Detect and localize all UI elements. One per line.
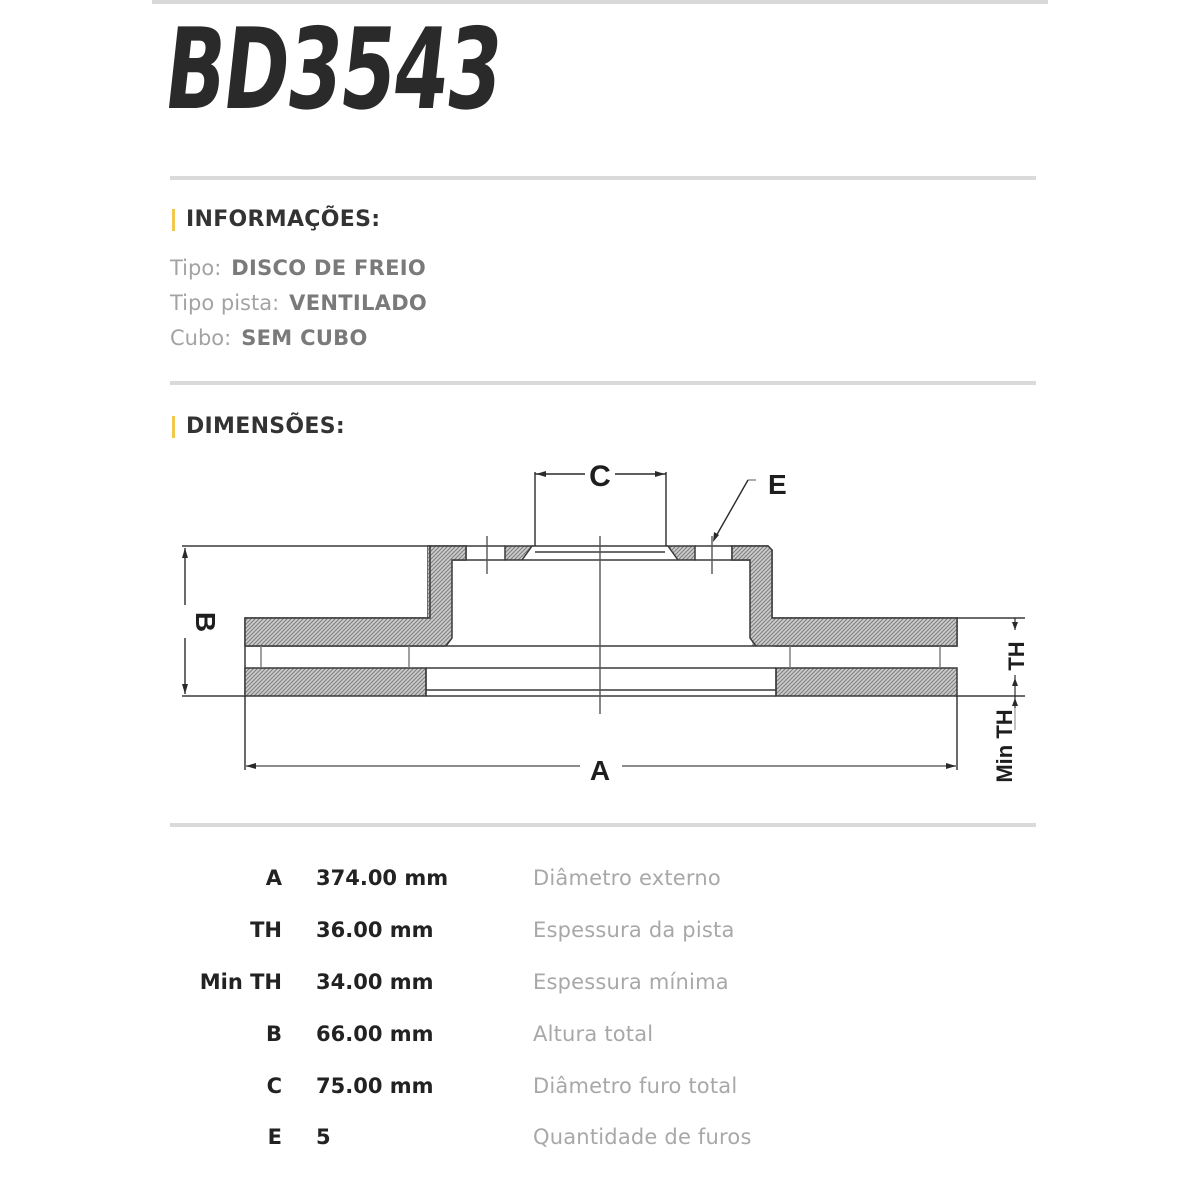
info-heading: INFORMAÇÕES: — [186, 207, 381, 232]
label-min-th: Min TH — [992, 709, 1017, 783]
dimension-description: Diâmetro furo total — [533, 1074, 738, 1098]
dimension-value: 374.00 mm — [316, 866, 449, 890]
part-code-title: BD3543 — [158, 5, 508, 135]
divider — [170, 823, 1036, 827]
dimensions-heading: DIMENSÕES: — [186, 414, 345, 439]
dimension-value: 36.00 mm — [316, 918, 434, 942]
dimension-key: TH — [250, 918, 282, 942]
label-b: B — [190, 611, 221, 633]
info-value: DISCO DE FREIO — [231, 256, 427, 280]
info-label: Tipo pista: — [170, 291, 280, 315]
dimension-row-th — [0, 918, 1200, 948]
dimension-row-e — [0, 1125, 1200, 1155]
info-row-cubo — [170, 326, 368, 350]
dimensions-section-heading — [172, 414, 345, 439]
dimension-description: Altura total — [533, 1022, 654, 1046]
label-c: C — [589, 460, 611, 493]
left-flange-piece — [505, 546, 532, 560]
dimension-value: 66.00 mm — [316, 1022, 434, 1046]
info-section-heading — [172, 207, 380, 232]
info-value: SEM CUBO — [241, 326, 368, 350]
dimension-value: 34.00 mm — [316, 970, 434, 994]
dimension-value: 75.00 mm — [316, 1074, 434, 1098]
divider — [170, 381, 1036, 385]
dimension-key: A — [265, 866, 282, 890]
label-a: A — [589, 755, 611, 786]
info-label: Tipo: — [170, 256, 222, 280]
dimension-row-b — [0, 1022, 1200, 1052]
accent-bar — [172, 416, 175, 438]
label-th: TH — [1004, 641, 1029, 671]
accent-bar — [172, 209, 175, 231]
dimension-key: E — [267, 1125, 282, 1149]
dimension-value: 5 — [316, 1125, 331, 1149]
dimension-key: Min TH — [199, 970, 282, 994]
info-row-tipo-pista — [170, 291, 427, 315]
info-value: VENTILADO — [289, 291, 428, 315]
brake-disc-cross-section-diagram — [160, 450, 1050, 810]
top-border — [152, 0, 1048, 4]
dimension-row-min-th — [0, 970, 1200, 1000]
dimension-description: Espessura mínima — [533, 970, 729, 994]
right-flange-piece — [668, 546, 695, 560]
label-e: E — [768, 469, 787, 500]
dimension-description: Espessura da pista — [533, 918, 735, 942]
dimension-row-c — [0, 1074, 1200, 1104]
dimension-row-a — [0, 866, 1200, 896]
divider — [170, 176, 1036, 180]
info-row-tipo — [170, 256, 426, 280]
dimension-key: B — [265, 1022, 282, 1046]
left-lower-plate — [245, 668, 426, 696]
right-lower-plate — [776, 668, 957, 696]
dimension-description: Diâmetro externo — [533, 866, 721, 890]
info-label: Cubo: — [170, 326, 232, 350]
dimension-key: C — [266, 1074, 282, 1098]
dimension-description: Quantidade de furos — [533, 1125, 752, 1149]
